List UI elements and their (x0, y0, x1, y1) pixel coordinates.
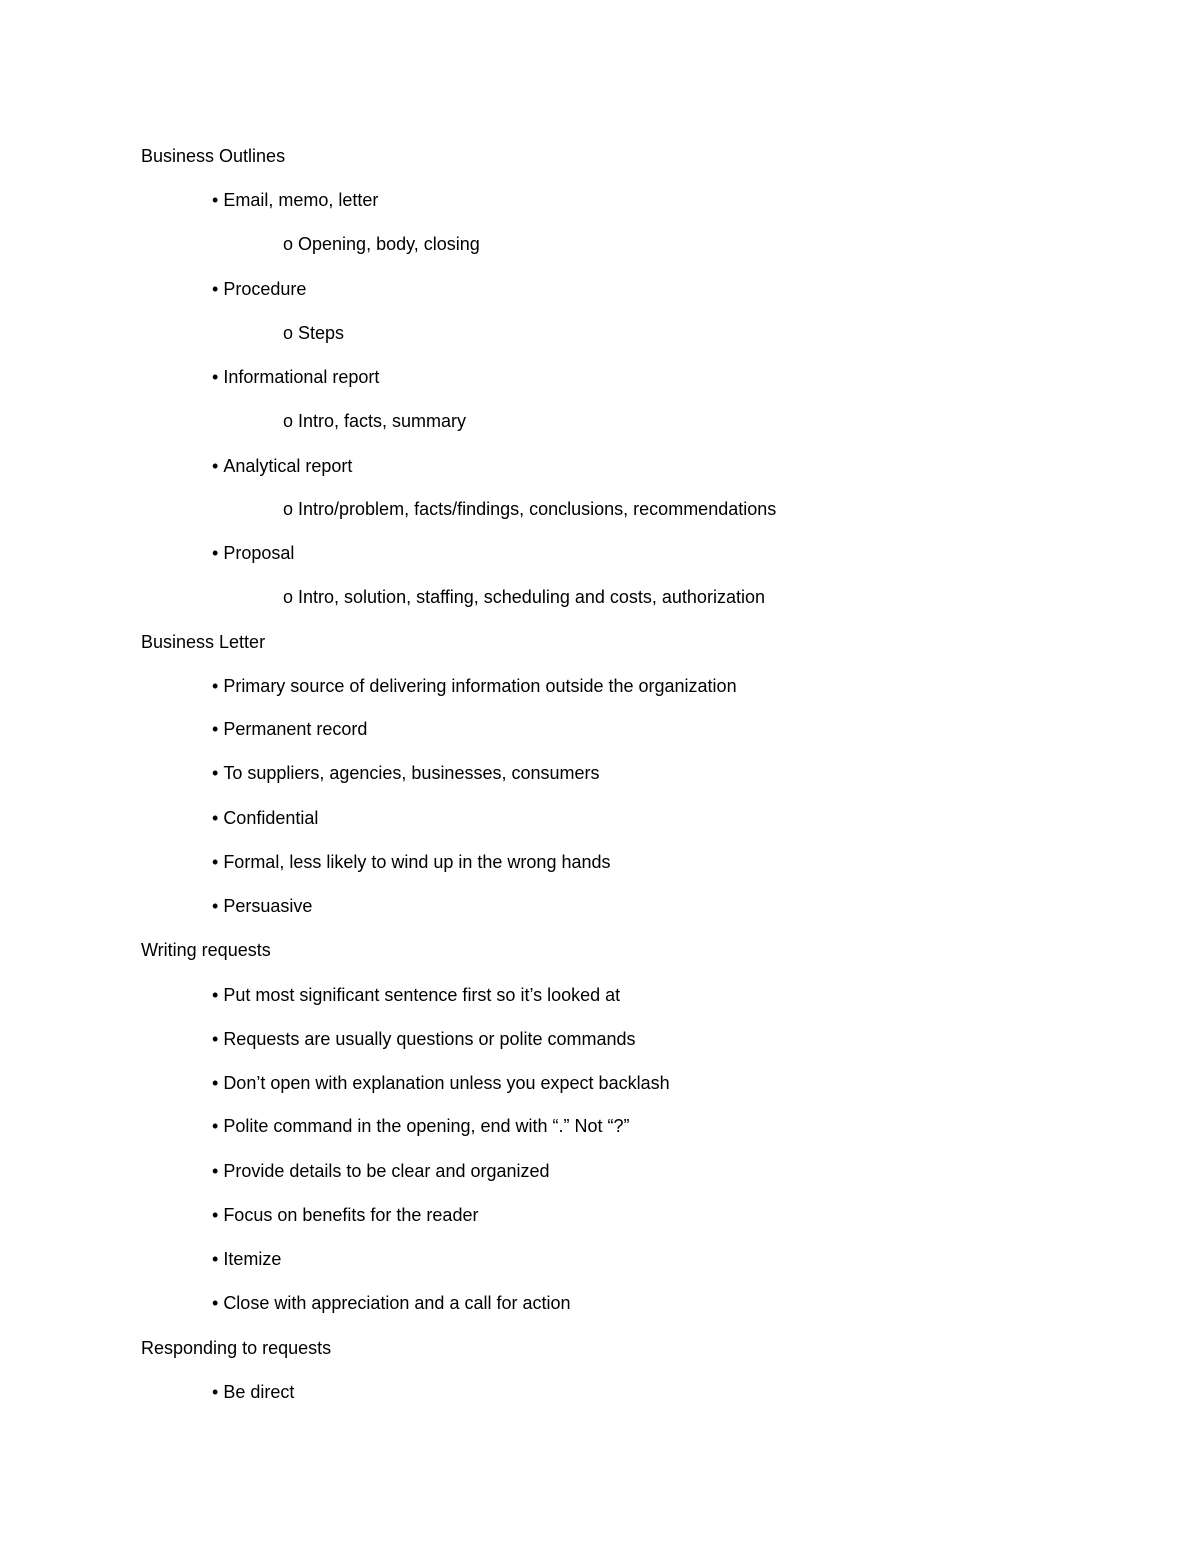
bullet-icon: • (212, 367, 219, 387)
list-item-text: Put most significant sentence first so it’s looked at (223, 985, 621, 1005)
bullet-icon: • (212, 985, 219, 1005)
list-item-text: To suppliers, agencies, businesses, consumers (223, 763, 600, 783)
bullet-icon: • (212, 1205, 219, 1225)
sub-list-item (283, 233, 480, 255)
list-item (212, 542, 294, 564)
bullet-icon: • (212, 279, 219, 299)
list-item-text: Formal, less likely to wind up in the wrong hands (223, 852, 611, 872)
sub-list-item-text: Opening, body, closing (298, 234, 480, 254)
bullet-icon: • (212, 1382, 219, 1402)
list-item-text: Permanent record (223, 719, 368, 739)
sub-list-item (283, 322, 344, 344)
list-item (212, 1204, 478, 1226)
list-item-text: Procedure (223, 279, 307, 299)
sub-list-item-text: Intro, facts, summary (298, 411, 467, 431)
list-item (212, 1160, 550, 1182)
list-item (212, 189, 378, 211)
section-heading: Responding to requests (141, 1338, 332, 1358)
list-item (212, 675, 737, 697)
bullet-icon: • (212, 896, 219, 916)
sub-list-item (283, 410, 466, 432)
list-item (212, 455, 352, 477)
list-item-text: Be direct (223, 1382, 295, 1402)
list-item-text: Analytical report (223, 456, 353, 476)
list-item-text: Focus on benefits for the reader (223, 1205, 479, 1225)
bullet-icon: • (212, 676, 219, 696)
sub-list-item (283, 498, 776, 520)
list-item-text: Requests are usually questions or polite commands (223, 1029, 636, 1049)
list-item (212, 1028, 636, 1050)
sub-list-item (283, 586, 765, 608)
list-item (212, 851, 611, 873)
list-item (212, 1292, 571, 1314)
bullet-icon: • (212, 852, 219, 872)
sub-bullet-icon: o (283, 411, 294, 431)
bullet-icon: • (212, 1116, 219, 1136)
list-item (212, 807, 318, 829)
list-item (212, 278, 306, 300)
list-item-text: Confidential (223, 808, 319, 828)
list-item (212, 1072, 670, 1094)
section-heading: Business Letter (141, 632, 266, 652)
list-item (212, 718, 367, 740)
list-item (212, 895, 312, 917)
list-item (212, 366, 379, 388)
list-item-text: Persuasive (223, 896, 313, 916)
bullet-icon: • (212, 1029, 219, 1049)
bullet-icon: • (212, 763, 219, 783)
list-item (212, 984, 620, 1006)
section-heading: Business Outlines (141, 146, 286, 166)
section-heading: Writing requests (141, 940, 271, 960)
list-item (212, 1381, 294, 1403)
list-item-text: Don’t open with explanation unless you expect backlash (223, 1073, 670, 1093)
list-item-text: Itemize (223, 1249, 282, 1269)
list-item (212, 1115, 630, 1137)
sub-bullet-icon: o (283, 587, 294, 607)
sub-bullet-icon: o (283, 234, 294, 254)
bullet-icon: • (212, 719, 219, 739)
bullet-icon: • (212, 456, 219, 476)
bullet-icon: • (212, 808, 219, 828)
bullet-icon: • (212, 1293, 219, 1313)
list-item-text: Email, memo, letter (223, 190, 379, 210)
list-item (212, 762, 600, 784)
list-item-text: Proposal (223, 543, 295, 563)
list-item-text: Close with appreciation and a call for action (223, 1293, 571, 1313)
sub-bullet-icon: o (283, 323, 294, 343)
bullet-icon: • (212, 1249, 219, 1269)
bullet-icon: • (212, 543, 219, 563)
list-item-text: Provide details to be clear and organized (223, 1161, 550, 1181)
sub-list-item-text: Steps (298, 323, 345, 343)
bullet-icon: • (212, 1161, 219, 1181)
bullet-icon: • (212, 190, 219, 210)
bullet-icon: • (212, 1073, 219, 1093)
sub-list-item-text: Intro/problem, facts/findings, conclusions, recommendations (298, 499, 777, 519)
list-item-text: Primary source of delivering information outside the organization (223, 676, 737, 696)
sub-list-item-text: Intro, solution, staffing, scheduling and costs, authorization (298, 587, 765, 607)
list-item-text: Polite command in the opening, end with “.” Not “?” (223, 1116, 630, 1136)
sub-bullet-icon: o (283, 499, 294, 519)
list-item (212, 1248, 281, 1270)
list-item-text: Informational report (223, 367, 380, 387)
